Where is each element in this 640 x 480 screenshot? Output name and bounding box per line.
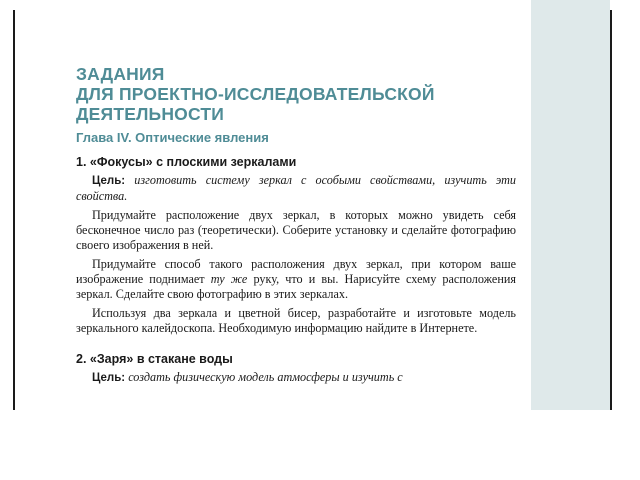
task-1-title: 1. «Фокусы» с плоскими зеркалами — [76, 155, 297, 169]
chapter-title: Глава IV. Оптические явления — [76, 130, 269, 145]
goal-label-2: Цель: — [92, 372, 126, 384]
p2-part-b: руку, что и вы. Нарисуйте схему расположения зеркал. Сделайте свою фотографию в этих зеркалах. — [76, 272, 516, 301]
goal-label: Цель: — [92, 175, 126, 187]
page-margin-strip — [531, 0, 610, 410]
p2-italic: ту же — [210, 272, 248, 286]
heading-line-1: ЗАДАНИЯ — [76, 64, 165, 84]
right-border-line — [610, 10, 612, 410]
heading-line-3: ДЕЯТЕЛЬНОСТИ — [76, 104, 225, 124]
task-2-title: 2. «Заря» в стакане воды — [76, 352, 233, 366]
heading-line-2: ДЛЯ ПРОЕКТНО-ИССЛЕДОВАТЕЛЬСКОЙ — [76, 84, 435, 104]
task-1-paragraph-3: Используя два зеркала и цветной бисер, разработайте и изготовьте модель зеркального калейдоскопа. Необходимую информацию найдите в Интернете. — [76, 306, 516, 335]
task-1-paragraph-1: Придумайте расположение двух зеркал, в которых можно увидеть себя бесконечное число раз (теоретически). Соберите установку и сделайте фотографию своего изображения в ней. — [76, 208, 516, 252]
task-2-goal — [76, 370, 516, 386]
goal-text: изготовить систему зеркал с особыми свойствами, изучить эти свойства. — [76, 173, 516, 203]
section-heading — [76, 64, 530, 124]
task-1-paragraph-2 — [76, 257, 516, 302]
task-1-goal — [76, 173, 516, 204]
goal-text-2: создать физическую модель атмосферы и изучить с — [125, 370, 403, 384]
left-border-line — [13, 10, 15, 410]
textbook-page — [62, 10, 530, 410]
p2-part-a: Придумайте способ такого расположения двух зеркал, при котором ваше изображение поднимает — [76, 257, 516, 286]
